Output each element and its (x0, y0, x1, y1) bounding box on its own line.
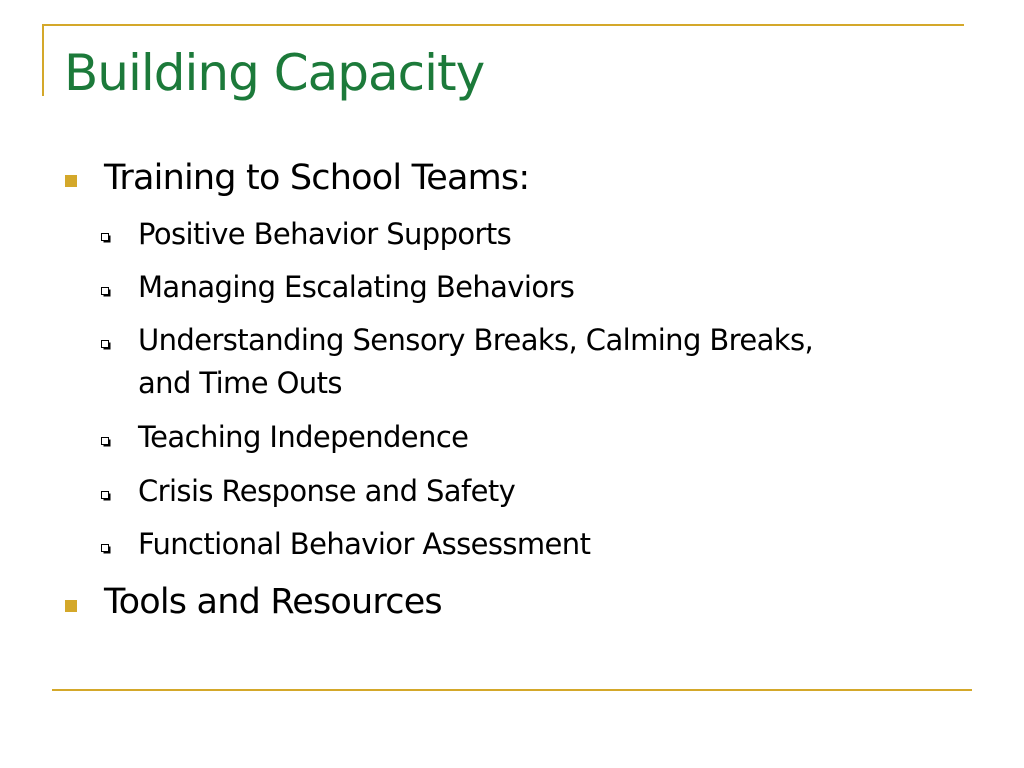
square-bullet-icon (65, 175, 77, 187)
bottom-accent-line (52, 689, 972, 691)
bullet-training: Training to School Teams: (104, 158, 530, 198)
sub-bullet-sensory-breaks: Understanding Sensory Breaks, Calming Breaks, (138, 323, 814, 357)
bullet-tools-resources: Tools and Resources (104, 582, 442, 622)
sub-bullet-functional-behavior: Functional Behavior Assessment (138, 527, 591, 561)
sub-bullet-crisis-response: Crisis Response and Safety (138, 474, 516, 508)
hollow-square-bullet-icon (101, 340, 111, 350)
sub-bullet-positive-behavior: Positive Behavior Supports (138, 217, 512, 251)
hollow-square-bullet-icon (101, 287, 111, 297)
hollow-square-bullet-icon (101, 544, 111, 554)
hollow-square-bullet-icon (101, 491, 111, 501)
sub-bullet-sensory-breaks-cont: and Time Outs (138, 366, 342, 400)
sub-bullet-managing-escalating: Managing Escalating Behaviors (138, 270, 575, 304)
hollow-square-bullet-icon (101, 233, 111, 243)
sub-bullet-teaching-independence: Teaching Independence (138, 420, 469, 454)
hollow-square-bullet-icon (101, 437, 111, 447)
slide-title: Building Capacity (64, 44, 485, 102)
square-bullet-icon (65, 600, 77, 612)
